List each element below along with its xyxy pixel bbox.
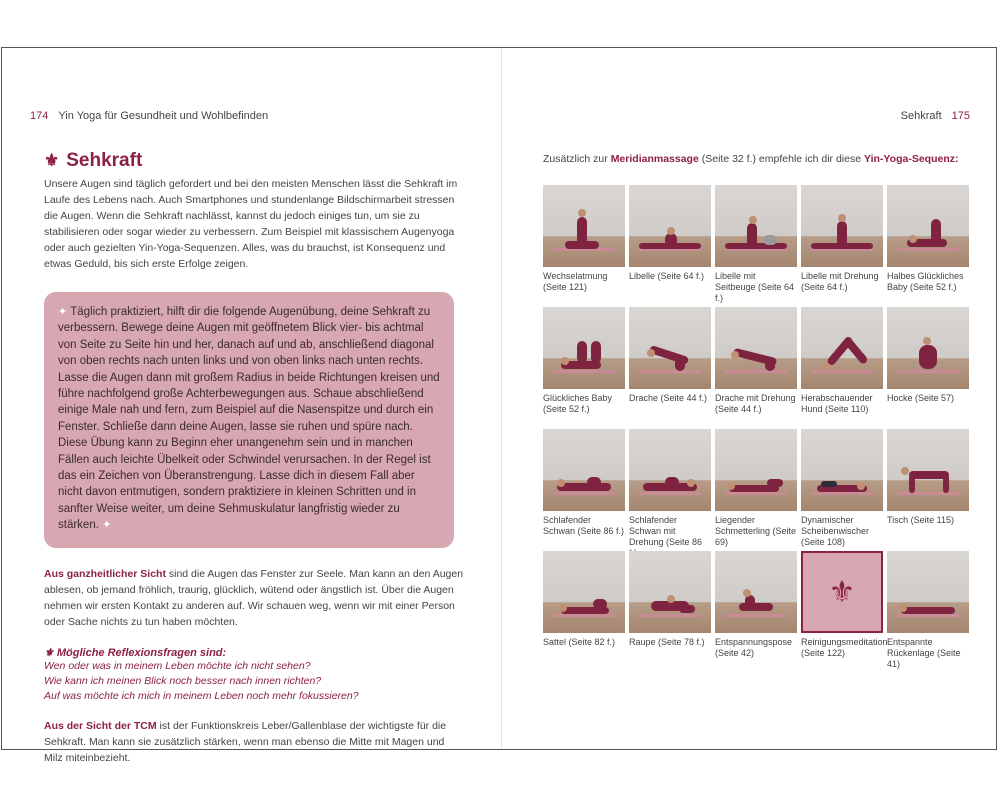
pose-photo	[801, 429, 883, 511]
running-header-right	[901, 110, 970, 122]
sequence-intro-yin: Yin-Yoga-Sequenz:	[863, 153, 959, 165]
questions-heading-text: Mögliche Reflexionsfragen sind:	[56, 646, 227, 659]
pose-photo	[887, 185, 969, 267]
pose-photo	[543, 551, 625, 633]
pose-caption: Sattel (Seite 82 f.)	[543, 637, 616, 647]
exercise-text: Täglich praktiziert, hilft dir die folgende Augenübung, deine Sehkraft zu verbessern. Bewege deine Augen mit geöffnetem Blick vier- bis achtmal von Seite zu Seite hin und her, danach auf und ab, anschließend diagonal von oben rechts nach unten links und von oben links nach unten rechts. Lasse die Augen dann mit großem Radius in beide Richtungen kreisen und führe nachfolgend große Achterbewegungen aus. Schaue abschließend einige Male nah und fern, zum Beispiel auf die Nasenspitze und durch ein Fenster. Schließe dann deine Augen, lasse sie ruhen und spüre nach. Diese Übung kann zu Beginn eher unangenehm sein und in manchen Fällen auch leichte Übelkeit oder Schwindel verursachen. In der Regel ist das ein Zeichen von Überanstrengung. Lasse dich in diesem Fall aber nicht davon entmutigen, sondern praktiziere in kleinen Schritten und in sanfter Weise weiter, um deine Sehmuskulatur langfristig wieder zu stärken.	[58, 306, 440, 532]
pose-card	[629, 551, 711, 669]
pose-card	[801, 185, 883, 303]
pose-caption: Libelle mit Drehung (Seite 64 f.)	[801, 271, 879, 292]
pose-grid	[543, 185, 969, 669]
pose-photo	[629, 185, 711, 267]
holistic-text: sind die Augen das Fenster zur Seele. Man kann an den Augen ablesen, ob jemand fröhlich, traurig, glücklich, wütend oder ängstlich ist. Über die Augen nehmen wir ersten Kontakt zu anderen auf. Wir schauen weg, wenn wir mit einer Person oder Sache nichts zu tun haben möchten.	[44, 567, 464, 628]
pose-caption: Schlafender Schwan mit Drehung (Seite 86	[629, 515, 703, 547]
pose-photo	[543, 307, 625, 389]
pose-photo	[715, 307, 797, 389]
sequence-intro	[543, 153, 958, 165]
pose-photo	[543, 429, 625, 511]
pose-photo	[629, 551, 711, 633]
pose-caption: Drache (Seite 44 f.)	[629, 393, 708, 403]
pose-caption: Tisch (Seite 115)	[887, 515, 955, 525]
pose-card	[887, 551, 969, 669]
sparkle-icon-end: ✦	[102, 519, 112, 532]
pose-photo	[801, 307, 883, 389]
holistic-paragraph	[44, 566, 464, 630]
pose-photo	[801, 185, 883, 267]
pose-photo	[715, 429, 797, 511]
exercise-box	[44, 292, 454, 548]
tcm-lead: Aus der Sicht der TCM	[44, 719, 157, 732]
sequence-intro-a: Zusätzlich zur	[543, 153, 611, 165]
pose-card	[715, 429, 797, 547]
pose-caption: Raupe (Seite 78 f.)	[629, 637, 705, 647]
running-title-right: Sehkraft	[900, 110, 942, 122]
tcm-text: ist der Funktionskreis Leber/Gallenblase der wichtigste für die Sehkraft. Man kann sie zusätzlich stärken, wenn man ebenso die Mitte mit Magen und Milz miteinbezieht.	[44, 719, 447, 764]
pose-card	[629, 307, 711, 425]
pose-card	[715, 185, 797, 303]
sparkle-icon: ✦	[58, 306, 68, 318]
pose-caption: Libelle (Seite 64 f.)	[629, 271, 705, 281]
section-title-text: Sehkraft	[66, 150, 143, 171]
pose-card	[629, 429, 711, 547]
pose-caption: Entspannte Rückenlage (Seite 41)	[887, 637, 961, 669]
pose-card	[629, 185, 711, 303]
running-header-left	[30, 110, 268, 122]
fleur-de-lis-icon: ⚜	[44, 151, 60, 170]
pose-card	[887, 185, 969, 303]
holistic-lead: Aus ganzheitlicher Sicht	[44, 567, 166, 580]
pose-caption: Liegender Schmetterling (Seite 69)	[715, 515, 797, 547]
question-line: Auf was möchte ich mich in meinem Leben noch mehr fokussieren?	[44, 689, 359, 702]
pose-photo	[629, 307, 711, 389]
question-line: Wen oder was in meinem Leben möchte ich nicht sehen?	[44, 659, 311, 672]
meditation-symbol-icon: ⚜	[801, 551, 883, 633]
intro-paragraph: Unsere Augen sind täglich gefordert und bei den meisten Menschen lässt die Sehkraft im Laufe des Lebens nach. Auch Smartphones und stundenlange Bildschirmarbeit stressen die Augen. Wenn die Sehkraft nachlässt, kannst du jedoch einiges tun, um sie zu stabilisieren oder sogar wieder zu verbessern. Zum Beispiel mit klassischem Augenyoga oder auch gezielten Yin-Yoga-Sequenzen. Alles, was du brauchst, ist Konsequenz und etwas Geduld, bis sich erste Erfolge zeigen.	[44, 178, 458, 270]
pose-caption: Wechselatmung (Seite 121)	[543, 271, 608, 292]
pose-caption: Libelle mit Seitbeuge (Seite 64 f.)	[715, 271, 795, 303]
page-number-right: 175	[951, 110, 970, 122]
pose-caption: Hocke (Seite 57)	[887, 393, 955, 403]
pose-caption: Entspannungspose (Seite 42)	[715, 637, 793, 658]
pose-caption: Reinigungsmeditation (Seite 122)	[801, 637, 888, 658]
pose-card	[715, 551, 797, 669]
section-title	[44, 150, 464, 172]
pose-card	[543, 307, 625, 425]
pose-photo	[887, 551, 969, 633]
pose-card	[543, 185, 625, 303]
pose-card	[801, 307, 883, 425]
pose-photo	[887, 307, 969, 389]
pose-caption: Glückliches Baby (Seite 52 f.)	[543, 393, 613, 414]
pose-caption: Dynamischer Scheibenwischer (Seite 108)	[801, 515, 870, 547]
left-page-content	[44, 150, 464, 766]
pose-photo	[715, 551, 797, 633]
pose-card	[543, 429, 625, 547]
pose-photo	[543, 185, 625, 267]
exercise-text-wrap	[58, 304, 440, 534]
pose-card	[543, 551, 625, 669]
gutter	[501, 48, 502, 749]
pose-photo	[629, 429, 711, 511]
pose-caption: Drache mit Drehung (Seite 44 f.)	[715, 393, 796, 414]
pose-card	[801, 429, 883, 547]
pose-caption: Herabschauender Hund (Seite 110)	[801, 393, 873, 414]
sequence-intro-meridian: Meridianmassage	[610, 153, 699, 165]
tcm-paragraph	[44, 718, 464, 766]
page-number-left: 174	[30, 110, 49, 122]
pose-card	[887, 307, 969, 425]
pose-caption: Halbes Glückliches Baby (Seite 52 f.)	[887, 271, 964, 292]
pose-photo	[887, 429, 969, 511]
question-line: Wie kann ich meinen Blick noch besser nach innen richten?	[44, 674, 322, 687]
running-title-left: Yin Yoga für Gesundheit und Wohlbefinden	[58, 110, 269, 122]
sequence-intro-c: (Seite 32 f.) empfehle ich dir diese	[698, 153, 864, 165]
pose-card	[715, 307, 797, 425]
fleur-de-lis-small-icon: ⚜	[44, 646, 54, 659]
questions-heading	[44, 646, 464, 659]
pose-card	[887, 429, 969, 547]
pose-card	[801, 551, 888, 669]
pose-photo	[715, 185, 797, 267]
pose-caption: Schlafender Schwan (Seite 86 f.)	[543, 515, 625, 536]
